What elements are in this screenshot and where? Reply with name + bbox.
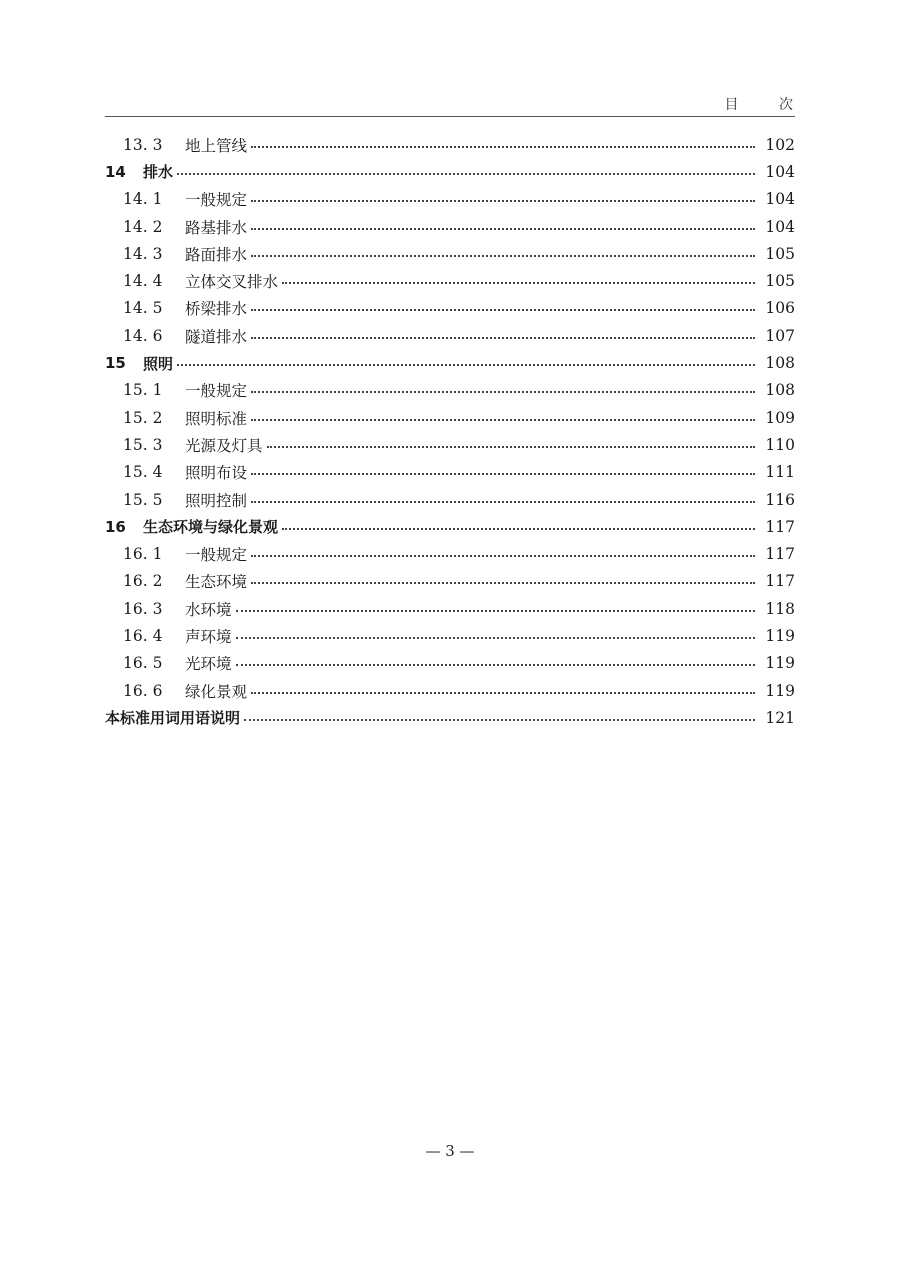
toc-entry-title: 光环境 [185,655,232,674]
toc-entry-number: 15 [105,354,126,373]
dot-leader [251,228,755,230]
toc-entry-title: 本标准用词用语说明 [105,709,241,728]
toc-entry-title: 立体交叉排水 [185,273,279,292]
toc-entry-number: 14 [105,162,126,181]
toc-entry[interactable] [105,704,795,731]
dot-leader [236,637,755,639]
toc-entry[interactable] [105,431,795,458]
toc-entry[interactable] [105,377,795,404]
toc-entry-title: 照明布设 [185,464,248,483]
toc-entry-number: 16. 5 [123,654,163,673]
toc-entry[interactable] [105,131,795,158]
dot-leader [282,282,755,284]
toc-entry-number: 13. 3 [123,135,163,154]
toc-entry-title: 生态环境 [185,573,248,592]
toc-entry-number: 14. 2 [123,217,163,236]
toc-entry-number: 16 [105,517,126,536]
toc-entry[interactable] [105,540,795,567]
toc-entry-title: 地上管线 [185,136,248,155]
dot-leader [251,501,755,503]
dot-leader [236,664,755,666]
page-number: — 3 — [425,1142,475,1160]
toc-entry-page: 102 [765,135,795,154]
toc-entry-number: 16. 6 [123,681,163,700]
toc-entry-number: 15. 2 [123,408,163,427]
toc-entry[interactable] [105,650,795,677]
toc-entry[interactable] [105,677,795,704]
toc-entry-title: 一般规定 [185,546,248,565]
toc-entry-page: 105 [765,244,795,263]
toc-entry-title: 声环境 [185,627,232,646]
dot-leader [251,419,755,421]
dot-leader [251,391,755,393]
toc-entry-title: 照明 [143,354,174,373]
dot-leader [251,255,755,257]
dot-leader [251,692,755,694]
toc-entry-title: 水环境 [185,600,232,619]
running-header [105,90,811,117]
toc-entry-page: 119 [765,681,795,700]
toc-entry-page: 116 [765,490,795,509]
running-header-title: 目 次 [724,97,811,113]
toc-entry-number: 15. 5 [123,490,163,509]
toc-entry-number: 16. 4 [123,626,163,645]
toc-entry-number: 14. 4 [123,272,163,291]
toc-entry-page: 117 [765,572,795,591]
table-of-contents [105,131,795,732]
toc-entry-title: 一般规定 [185,191,248,210]
toc-entry[interactable] [105,322,795,349]
toc-entry[interactable] [105,349,795,376]
toc-entry-title: 生态环境与绿化景观 [143,518,279,537]
dot-leader [282,528,755,530]
toc-entry-number: 15. 4 [123,463,163,482]
dot-leader [267,446,755,448]
toc-entry[interactable] [105,295,795,322]
toc-entry-number: 15. 1 [123,381,163,400]
toc-entry[interactable] [105,595,795,622]
toc-entry-page: 111 [765,463,795,482]
toc-entry-number: 15. 3 [123,435,163,454]
toc-entry[interactable] [105,404,795,431]
toc-entry[interactable] [105,459,795,486]
toc-entry-page: 119 [765,654,795,673]
toc-entry[interactable] [105,158,795,185]
dot-leader [251,309,755,311]
toc-entry-number: 16. 2 [123,572,163,591]
toc-entry-title: 路面排水 [185,245,248,264]
toc-entry-number: 16. 3 [123,599,163,618]
toc-entry-number: 16. 1 [123,545,163,564]
toc-entry-title: 光源及灯具 [185,436,263,455]
toc-entry[interactable] [105,513,795,540]
toc-entry-title: 排水 [143,163,174,182]
toc-entry-page: 104 [765,162,795,181]
toc-entry-number: 14. 1 [123,190,163,209]
toc-entry[interactable] [105,568,795,595]
toc-entry-page: 110 [765,435,795,454]
toc-entry[interactable] [105,186,795,213]
toc-entry[interactable] [105,213,795,240]
dot-leader [244,719,755,721]
toc-entry-page: 109 [765,408,795,427]
toc-entry-page: 119 [765,626,795,645]
toc-entry-title: 一般规定 [185,382,248,401]
toc-entry-page: 118 [765,599,795,618]
dot-leader [251,200,755,202]
toc-entry-title: 路基排水 [185,218,248,237]
toc-entry-title: 绿化景观 [185,682,248,701]
dot-leader [236,610,755,612]
toc-entry-page: 104 [765,217,795,236]
toc-entry-number: 14. 3 [123,244,163,263]
dot-leader [251,146,755,148]
toc-entry-page: 121 [765,708,795,727]
dot-leader [177,173,755,175]
toc-entry-number: 14. 5 [123,299,163,318]
dot-leader [251,337,755,339]
dot-leader [251,555,755,557]
toc-entry-page: 104 [765,190,795,209]
toc-entry[interactable] [105,240,795,267]
toc-entry[interactable] [105,486,795,513]
dot-leader [251,582,755,584]
toc-entry[interactable] [105,267,795,294]
toc-entry[interactable] [105,622,795,649]
dot-leader [177,364,755,366]
toc-entry-number: 14. 6 [123,326,163,345]
toc-entry-page: 107 [765,326,795,345]
toc-entry-title: 照明标准 [185,409,248,428]
toc-entry-page: 106 [765,299,795,318]
toc-entry-page: 117 [765,517,795,536]
toc-entry-page: 108 [765,381,795,400]
toc-entry-title: 隧道排水 [185,327,248,346]
toc-entry-page: 117 [765,545,795,564]
toc-entry-title: 桥梁排水 [185,300,248,319]
toc-entry-page: 108 [765,354,795,373]
toc-entry-title: 照明控制 [185,491,248,510]
toc-entry-page: 105 [765,272,795,291]
dot-leader [251,473,755,475]
